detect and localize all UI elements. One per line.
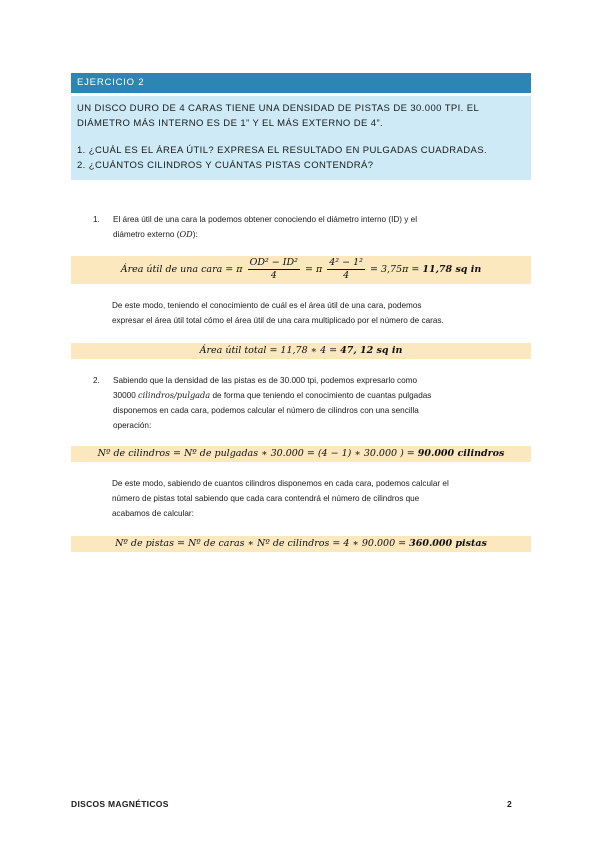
question-1: 1. ¿CUÁL ES EL ÁREA ÚTIL? EXPRESA EL RESULTADO EN PULGADAS CUADRADAS.	[77, 145, 488, 156]
fraction-4-1: $\frac{\text{4² − 1²}}{4}$	[329, 257, 363, 281]
result-cilindros: 90.000 cilindros	[417, 448, 505, 459]
answer-2-paragraph: De este modo, sabiendo de cuantos cilindros disponemos en cada cara, podemos calcular el número de pistas total sabiendo que cada cara contendrá el número de cilindros que acabamos de calcular:	[112, 479, 449, 518]
answer-1	[93, 212, 523, 242]
formula-area-total: Área útil total = 11,78 ∗ 4 = 47, 12 sq in	[71, 343, 531, 359]
answer-1-text-b: diámetro externo (OD):	[113, 229, 198, 239]
answer-2: 2. Sabiendo que la densidad de las pistas es de 30.000 tpi, podemos expresarlo como 30000 cilindros/pulgada de forma que teniendo el conocimiento de cuantas pulgadas disponemos en cada cara, podemos calcular el número de cilindros con una sencilla operación:	[93, 373, 523, 433]
result-area-cara: 11,78 sq in	[422, 264, 482, 275]
answer-1-paragraph: De este modo, teniendo el conocimiento de cuál es el área útil de una cara, podemos expresar el área útil total cómo el área útil de una cara multiplicado por el número de caras.	[112, 301, 444, 325]
answer-1-text-a: El área útil de una cara la podemos obtener conociendo el diámetro interno (ID) y el	[113, 215, 418, 224]
exercise-statement	[71, 96, 531, 180]
formula-area-cara: Área útil de una cara = π $\frac{\text{OD² − ID²}}{4}$ = π $\frac{\text{4² − 1²}}{4}$ = 3,75π = 11,78 sq in	[71, 256, 531, 284]
formula-pistas: Nº de pistas = Nº de caras ∗ Nº de cilindros = 4 ∗ 90.000 = 360.000 pistas	[71, 536, 531, 552]
statement-line-2: DIÁMETRO MÁS INTERNO ES DE 1” Y EL MÁS EXTERNO DE 4”.	[77, 118, 384, 129]
fraction-od-id: $\frac{\text{OD² − ID²}}{4}$	[249, 257, 298, 281]
answer-1-number: 1.	[93, 215, 100, 224]
question-2: 2. ¿CUÁNTOS CILINDROS Y CUÁNTAS PISTAS CONTENDRÁ?	[77, 160, 374, 171]
exercise-header: EJERCICIO 2	[71, 73, 531, 93]
page-number: 2	[507, 799, 512, 809]
footer-title: DISCOS MAGNÉTICOS	[71, 799, 169, 809]
statement-line-1: UN DISCO DURO DE 4 CARAS TIENE UNA DENSIDAD DE PISTAS DE 30.000 TPI. EL	[77, 103, 480, 114]
result-pistas: 360.000 pistas	[409, 538, 487, 549]
answer-2-number: 2.	[93, 376, 100, 385]
formula-cilindros: Nº de cilindros = Nº de pulgadas ∗ 30.000 = (4 − 1) ∗ 30.000 ) = 90.000 cilindros	[71, 446, 531, 462]
result-area-total: 47, 12 sq in	[340, 345, 403, 356]
